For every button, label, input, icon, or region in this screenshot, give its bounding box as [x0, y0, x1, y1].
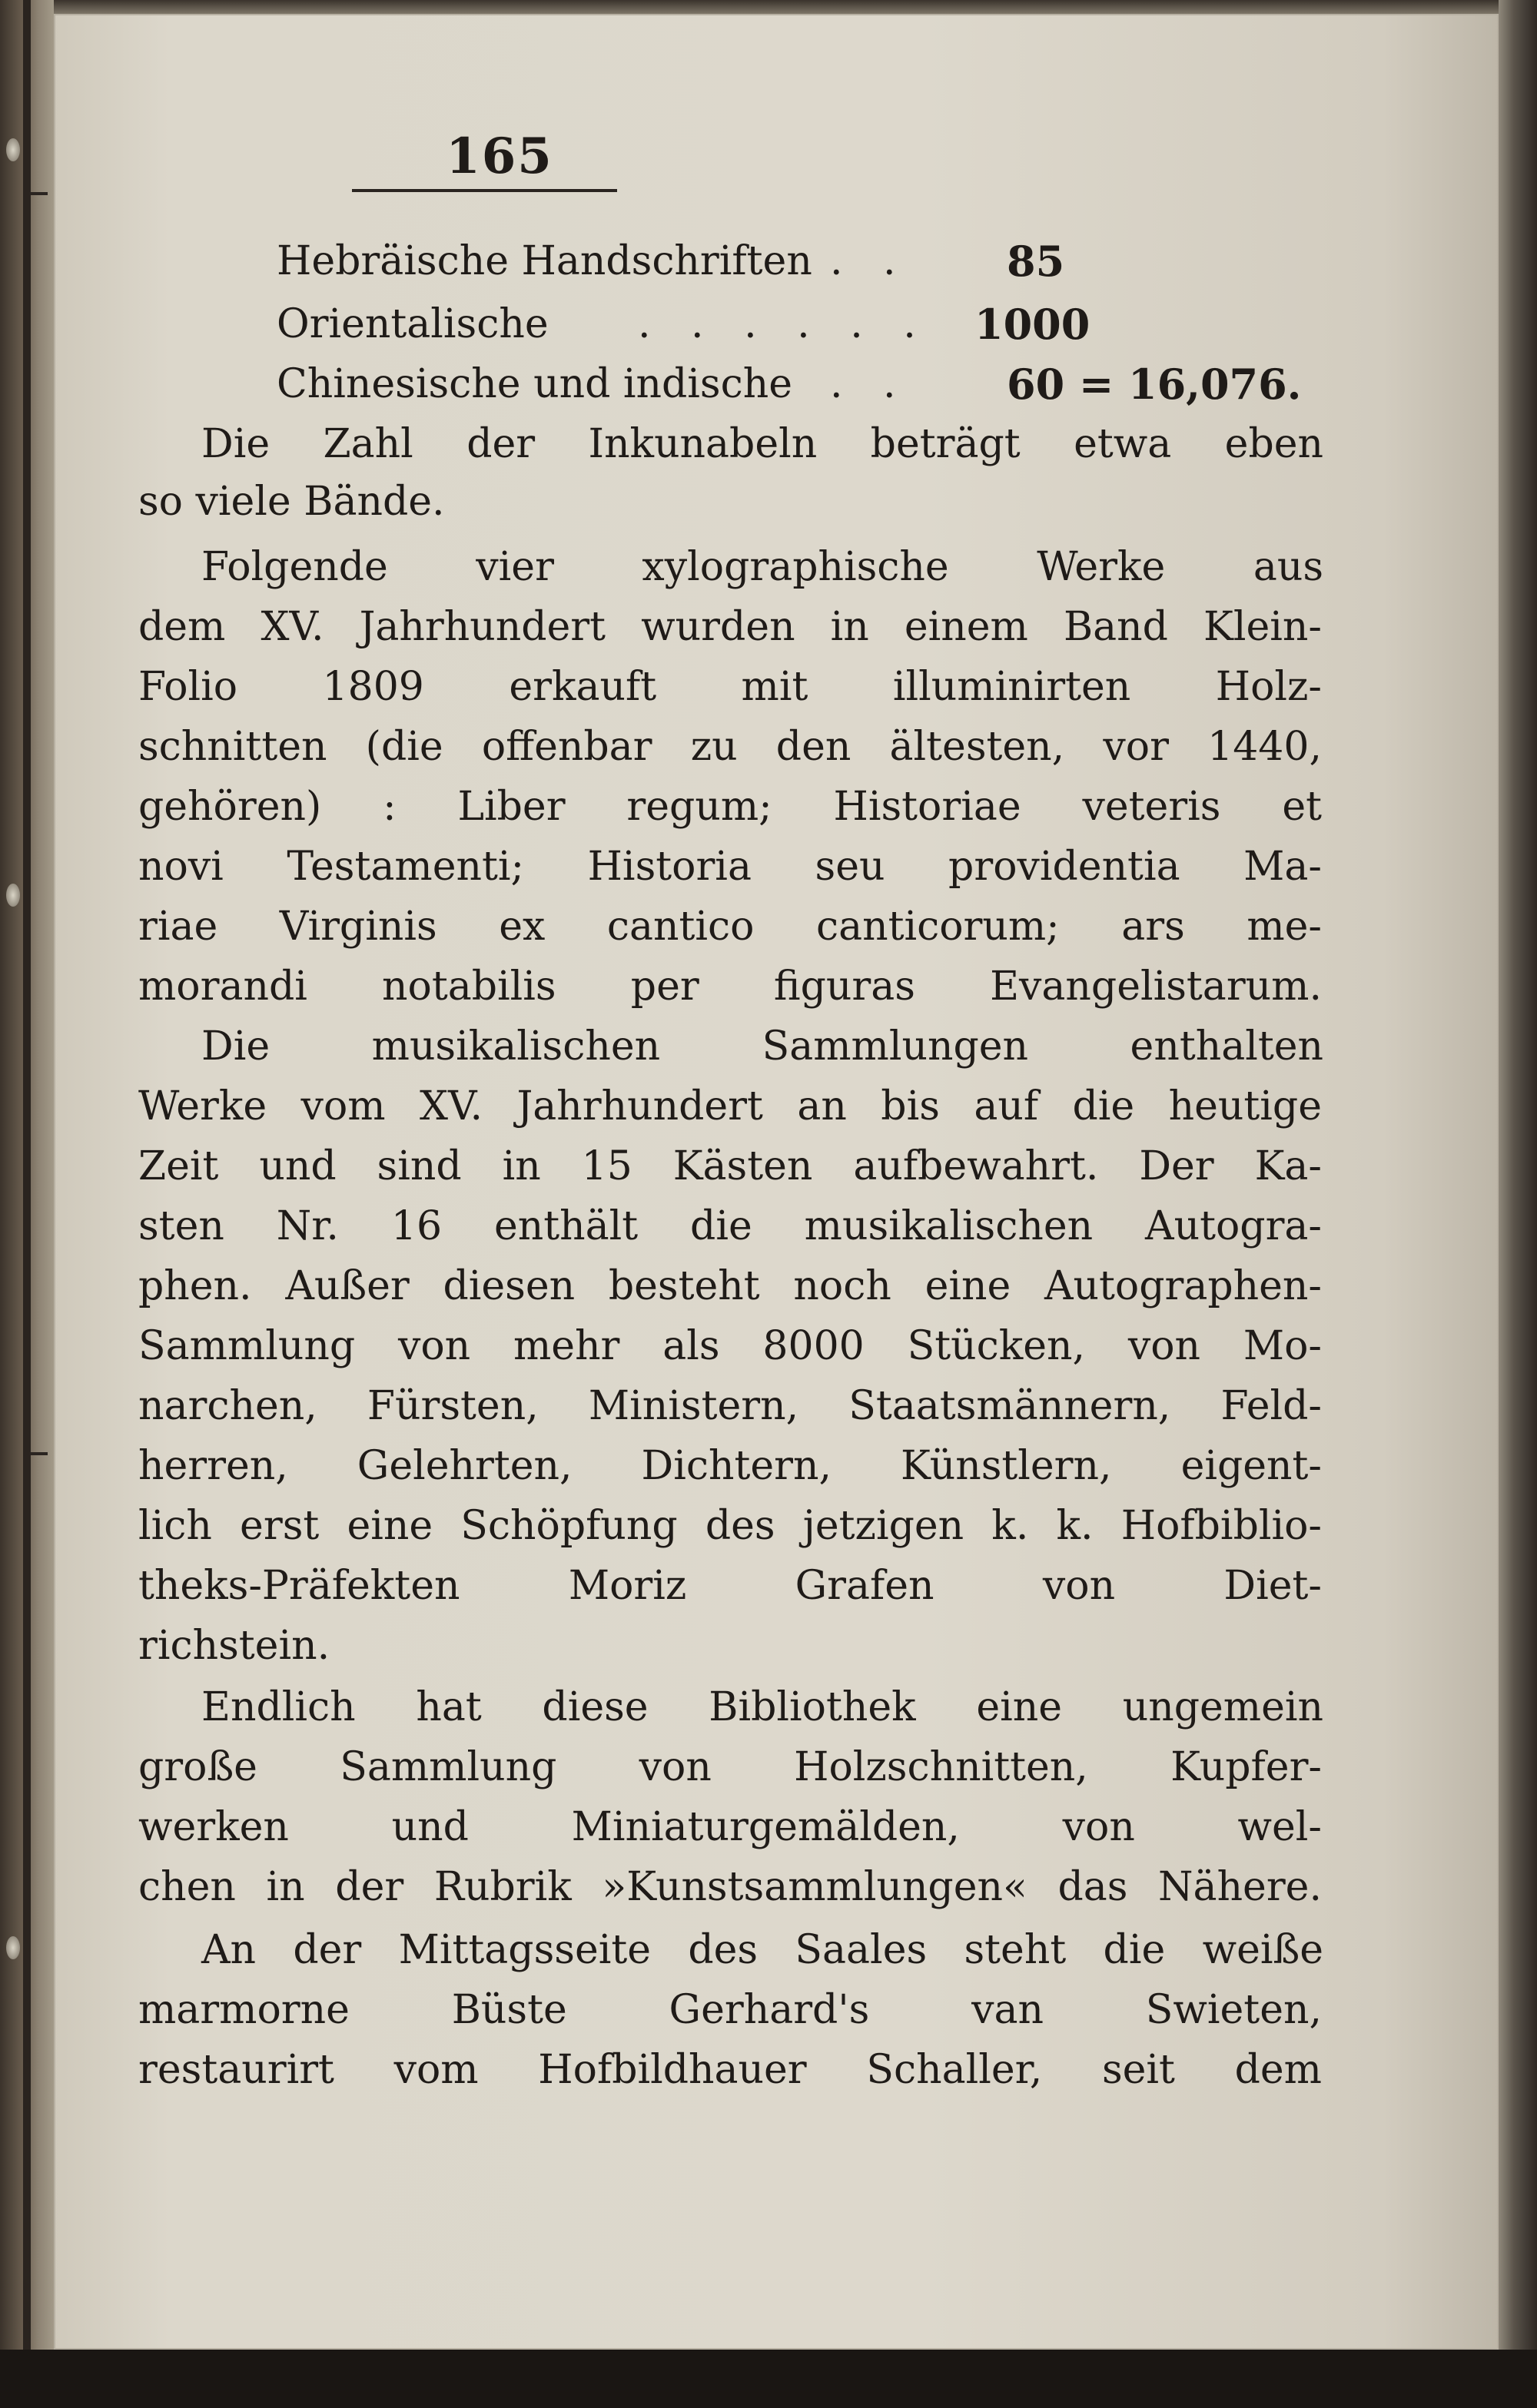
text-line: novi Testamenti; Historia seu providentia Ma- [138, 844, 1322, 890]
text-line: Werke vom XV. Jahrhundert an bis auf die heutige [138, 1083, 1322, 1129]
text-line: Die musikalischen Sammlungen enthalten [201, 1023, 1323, 1070]
binding-tick [29, 1452, 48, 1455]
text-line: morandi notabilis per figuras Evangelistarum. [138, 964, 1322, 1010]
binding-thread-mark [6, 884, 20, 907]
text-line: werken und Miniaturgemälden, von wel- [138, 1804, 1322, 1850]
table-row-label: Chinesische und indische [277, 361, 792, 407]
text-line: große Sammlung von Holzschnitten, Kupfer- [138, 1744, 1322, 1790]
table-row-dots: . . [830, 361, 910, 407]
text-line: Zeit und sind in 15 Kästen aufbewahrt. Der Ka- [138, 1143, 1322, 1189]
text-line: Folgende vier xylographische Werke aus [201, 544, 1323, 590]
header-rule [352, 189, 617, 192]
table-row-dots: . . . . . . [638, 301, 930, 347]
text-line: sten Nr. 16 enthält die musikalischen Autogra- [138, 1203, 1322, 1249]
table-row-value: 1000 [974, 300, 1091, 349]
binding-tick [29, 192, 48, 195]
text-line: dem XV. Jahrhundert wurden in einem Band Klein- [138, 604, 1322, 650]
book-page [54, 14, 1499, 2350]
text-line: marmorne Büste Gerhard's van Swieten, [138, 1987, 1322, 2033]
text-line: An der Mittagsseite des Saales steht die weiße [201, 1927, 1323, 1973]
page-top-edge [54, 0, 1499, 14]
text-line: Sammlung von mehr als 8000 Stücken, von Mo- [138, 1323, 1322, 1369]
page-right-edge [1499, 0, 1537, 2408]
text-line: herren, Gelehrten, Dichtern, Künstlern, eigent- [138, 1443, 1322, 1489]
table-row-value: 60 = 16,076. [1007, 360, 1302, 409]
text-line: Folio 1809 erkauft mit illuminirten Holz- [138, 664, 1322, 710]
text-line: lich erst eine Schöpfung des jetzigen k. k. Hofbiblio- [138, 1503, 1322, 1549]
binding-thread-mark [6, 1936, 20, 1959]
text-line: riae Virginis ex cantico canticorum; ars me- [138, 904, 1322, 950]
text-line: Die Zahl der Inkunabeln beträgt etwa eben [201, 421, 1323, 467]
table-row-dots: . . [830, 238, 910, 284]
text-line: schnitten (die offenbar zu den ältesten, vor 1440, [138, 724, 1322, 770]
scan-bottom-margin [0, 2350, 1537, 2408]
text-line: Endlich hat diese Bibliothek eine ungemein [201, 1684, 1323, 1730]
page-number: 165 [446, 128, 553, 185]
text-line: so viele Bände. [138, 479, 445, 525]
table-row-value: 85 [1007, 237, 1065, 286]
text-line: phen. Außer diesen besteht noch eine Autographen- [138, 1263, 1322, 1309]
text-line: gehören) : Liber regum; Historiae veteris et [138, 784, 1322, 830]
table-row-label: Orientalische [277, 301, 549, 347]
gutter-shadow [23, 0, 31, 2408]
text-line: theks-Präfekten Moriz Grafen von Diet- [138, 1563, 1322, 1609]
text-line: richstein. [138, 1623, 330, 1669]
text-line: chen in der Rubrik »Kunstsammlungen« das Nähere. [138, 1864, 1322, 1910]
page-text-block [131, 14, 1452, 2350]
text-line: restaurirt vom Hofbildhauer Schaller, seit dem [138, 2047, 1322, 2093]
text-line: narchen, Fürsten, Ministern, Staatsmännern, Feld- [138, 1383, 1322, 1429]
table-row-label: Hebräische Handschriften [277, 238, 812, 284]
binding-thread-mark [6, 138, 20, 161]
